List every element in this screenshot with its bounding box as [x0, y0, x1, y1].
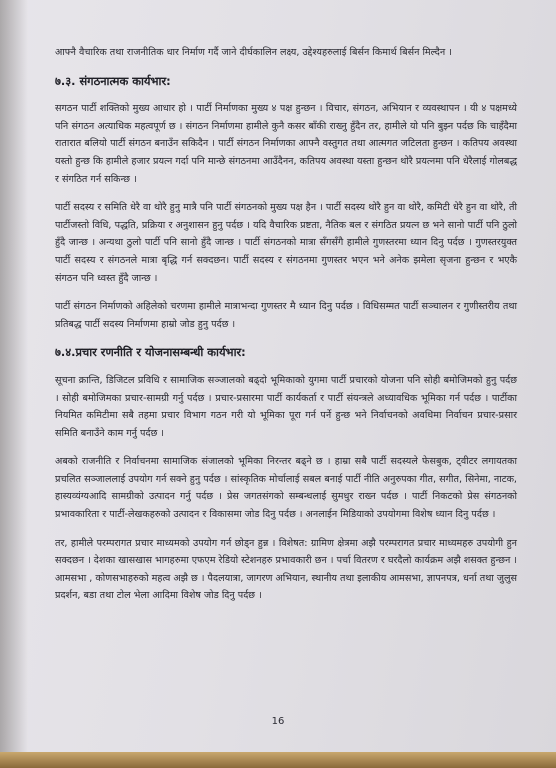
page-edge-shadow — [0, 0, 28, 768]
section-7-3-paragraph-2: पार्टी सदस्य र समिति धेरै वा थोरै हुनु मात्रै पनि पार्टी संगठनको मुख्य पक्ष हैन । पार्टी सदस्य थोरै हुन वा थोरै, कमिटी धेरै हुन वा थोरै, ती पार्टीजस्तो विधि, पद्धति, प्रक्रिया र अनुशासन हुनु पर्दछ । यदि वैचारिक प्रष्टता, नैतिक बल र संगठित प्रयत्न छ भने सानो पार्टी पनि ठुलो हुँदै जान्छ । अन्यथा ठुलो पार्टी पनि सानो हुँदै जान्छ । पार्टी संगठनको मात्रा सँगसँगै हामीले गुणस्तरमा ध्यान दिनु पर्दछ । गुणस्तरयुक्त पार्टी सदस्य र संगठनले मात्रा बृद्धि गर्न सक्दछन। पार्टी सदस्य र संगठनमा गुणस्तर भएन भने अनेक झमेला सृजना हुन्छन र भएकै संगठन पनि ध्वस्त हुँदै जान्छ । — [55, 202, 517, 284]
section-7-3-paragraph-1: सगठन पार्टी शक्तिको मुख्य आधार हो । पार्टी निर्माणका मुख्य ४ पक्ष हुन्छन । विचार, संगठन, अभियान र व्यवस्थापन । यी ४ पक्षमध्ये पनि संगठन अत्याधिक महत्वपूर्ण छ । संगठन निर्माणमा हामीले कुनै कसर बाँकी राख्नु हुँदैन तर, हामीले यो पनि बुझ्न पर्दछ कि चाहँदैमा रातारात बलियो पार्टी संगठन बनाउँन सकिदैन । पार्टी संगठन निर्माणका आफ्नै वस्तुगत तथा आत्मगत जटिलता हुन्छन । कतिपय अवस्था यस्तो हुन्छ कि हामीले हजार प्रयत्न गर्दा पनि मान्छे संगठनमा आउँदैनन, कतिपय अवस्था यस्ता हुन्छन थोरै प्रयत्नमा पनि धेरैलाई गोलबद्ध र संगठित गर्न सकिन्छ । — [55, 103, 517, 185]
section-heading-7-4: ७.४.प्रचार रणनीति र योजनासम्बन्धी कार्यभार: — [55, 345, 246, 360]
page-number: 16 — [271, 716, 285, 727]
table-surface — [0, 752, 556, 768]
section-7-4-paragraph-3: तर, हामीले परम्परागत प्रचार माध्यमको उपयोग गर्न छोड्न हुन्न । विशेषत: ग्रामिण क्षेत्रमा अझै परम्परागत प्रचार माध्यमहरु उपयोगी हुन सक्दछन । देशका खासखास भागहरुमा एफएम रेडियो स्टेशनहरु प्रभावकारी छन । पर्चा वितरण र घरदैलो कार्यक्रम अझै शसक्त हुन्छन । आमसभा , कोणसभाहरुको महत्व अझै छ । पैदलयात्रा, जागरण अभियान, स्थानीय तथा इलाकीय आमसभा, ज्ञापनपत्र, धर्ना तथा जुलुस प्रदर्शन, बडा तथा टोल भेला आदिमा विशेष जोड दिनु पर्दछ । — [55, 537, 517, 602]
section-7-3-paragraph-3: पार्टी संगठन निर्माणको अहिलेको चरणमा हामीले मात्राभन्दा गुणस्तर मै ध्यान दिनु पर्दछ । विधिसम्मत पार्टी सञ्चालन र गुणीस्तरीय तथा प्रतिबद्ध पार्टी सदस्य निर्माणमा हाम्रो जोड हुनु पर्दछ । — [55, 301, 517, 330]
section-7-4-paragraph-1: सूचना क्रान्ति, डिजिटल प्रविधि र सामाजिक सञ्जालको बढ्दो भूमिकाको युगमा पार्टी प्रचारको योजना पनि सोही बमोजिमको हुनु पर्दछ । सोही बमोजिमका प्रचार-सामग्री गर्नु पर्दछ । प्रचार-प्रसारमा पार्टी कार्यकर्ता र पार्टी संयन्त्रले अध्यावधिक भूमिका गर्न पर्दछ । पार्टीका नियमित कमिटीमा सबै तहमा प्रचार विभाग गठन गरी यो भूमिका पूरा गर्न पर्ने हुन्छ भने निर्वाचनको अवधिमा निर्वाचन प्रचार-प्रसार समिति बनाउँने काम गर्नु पर्दछ । — [55, 374, 517, 439]
section-7-4-paragraph-2: अबको राजनीति र निर्वाचनमा सामाजिक संजालको भूमिका निरन्तर बढ्ने छ । हाम्रा सबै पार्टी सदस्यले फेसबुक, ट्वीटर लगायतका प्रचलित सञ्जाललाई उपयोग गर्न सक्ने हुनु पर्दछ । सांस्कृतिक मोर्चालाई सबल बनाई पार्टी नीति अनुरुपका गीत, सगीत, सिनेमा, नाटक, हास्यव्यंग्यआदि सामग्रीको उत्पादन गर्नु पर्दछ । प्रेस जगतसंगको सम्बन्धलाई सुमधुर राख्न पर्दछ । पार्टी निकटको प्रेस संगठनको प्रभावकारिता र पार्टी-लेखकहरुको उत्पादन र विकासमा जोड दिनु पर्दछ । अनलाईन मिडियाको उपयोगमा विशेष ध्यान दिनु पर्दछ । — [55, 456, 517, 521]
intro-paragraph: आफ्नै वैचारिक तथा राजनीतिक धार निर्माण गर्दै जाने दीर्घकालिन लक्ष्य, उद्देश्यहरुलाई बिर्सन किमार्थ बिर्सन मिल्दैन । — [55, 47, 452, 58]
section-heading-7-3: ७.३. संगठनात्मक कार्यभार: — [55, 73, 171, 88]
page-content — [55, 44, 517, 616]
